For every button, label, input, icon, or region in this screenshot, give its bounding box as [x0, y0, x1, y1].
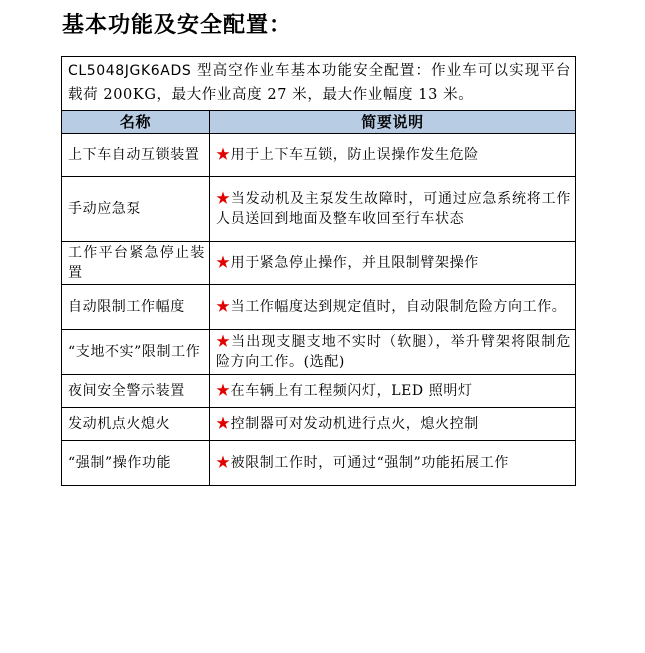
table-row [62, 375, 576, 408]
star-marker: ★ [216, 255, 231, 271]
intro-cell [62, 57, 576, 111]
description-text: 用于紧急停止操作，并且限制臂架操作 [230, 255, 479, 271]
table-row [62, 177, 576, 242]
feature-description [210, 242, 576, 285]
intro-text: 型高空作业车基本功能安全配置：作业车可以实现平台载荷 200KG，最大作业高度 27 米，最大作业幅度 13 米。 [68, 63, 571, 103]
intro-row [62, 57, 576, 111]
description-text: 在车辆上有工程频闪灯，LED 照明灯 [230, 383, 473, 399]
description-text: 当工作幅度达到规定值时，自动限制危险方向工作。 [230, 299, 567, 315]
feature-name: 手动应急泵 [62, 177, 210, 242]
feature-name: 夜间安全警示装置 [62, 375, 210, 408]
table-row [62, 285, 576, 330]
safety-config-table [61, 56, 576, 486]
section-heading: 基本功能及安全配置： [62, 13, 293, 38]
feature-description [210, 134, 576, 177]
description-text: 控制器可对发动机进行点火，熄火控制 [230, 416, 479, 432]
star-marker: ★ [216, 416, 231, 432]
column-header-name: 名称 [62, 111, 210, 134]
column-header-description: 简要说明 [210, 111, 576, 134]
feature-name: 发动机点火熄火 [62, 408, 210, 441]
table-row [62, 441, 576, 486]
description-text: 用于上下车互锁，防止误操作发生危险 [230, 147, 479, 163]
table-row [62, 242, 576, 285]
table-header-row [62, 111, 576, 134]
model-number: CL5048JGK6ADS [68, 63, 192, 79]
star-marker: ★ [216, 383, 231, 399]
description-text: 当发动机及主泵发生故障时，可通过应急系统将工作人员送回到地面及整车收回至行车状态 [216, 191, 571, 227]
table-row [62, 330, 576, 375]
description-text: 当出现支腿支地不实时（软腿），举升臂架将限制危险方向工作。(选配) [216, 334, 571, 370]
feature-description [210, 408, 576, 441]
star-marker: ★ [216, 334, 232, 350]
feature-name: 自动限制工作幅度 [62, 285, 210, 330]
feature-description [210, 177, 576, 242]
feature-name: 工作平台紧急停止装置 [62, 242, 210, 285]
table-row [62, 408, 576, 441]
star-marker: ★ [216, 299, 231, 315]
star-marker: ★ [216, 147, 231, 163]
feature-name: “强制”操作功能 [62, 441, 210, 486]
description-text: 被限制工作时，可通过“强制”功能拓展工作 [230, 455, 509, 471]
feature-description [210, 375, 576, 408]
feature-description [210, 330, 576, 375]
feature-description [210, 441, 576, 486]
feature-description [210, 285, 576, 330]
feature-name: “支地不实”限制工作 [62, 330, 210, 375]
star-marker: ★ [216, 455, 231, 471]
table-row [62, 134, 576, 177]
feature-name: 上下车自动互锁装置 [62, 134, 210, 177]
star-marker: ★ [216, 191, 231, 207]
